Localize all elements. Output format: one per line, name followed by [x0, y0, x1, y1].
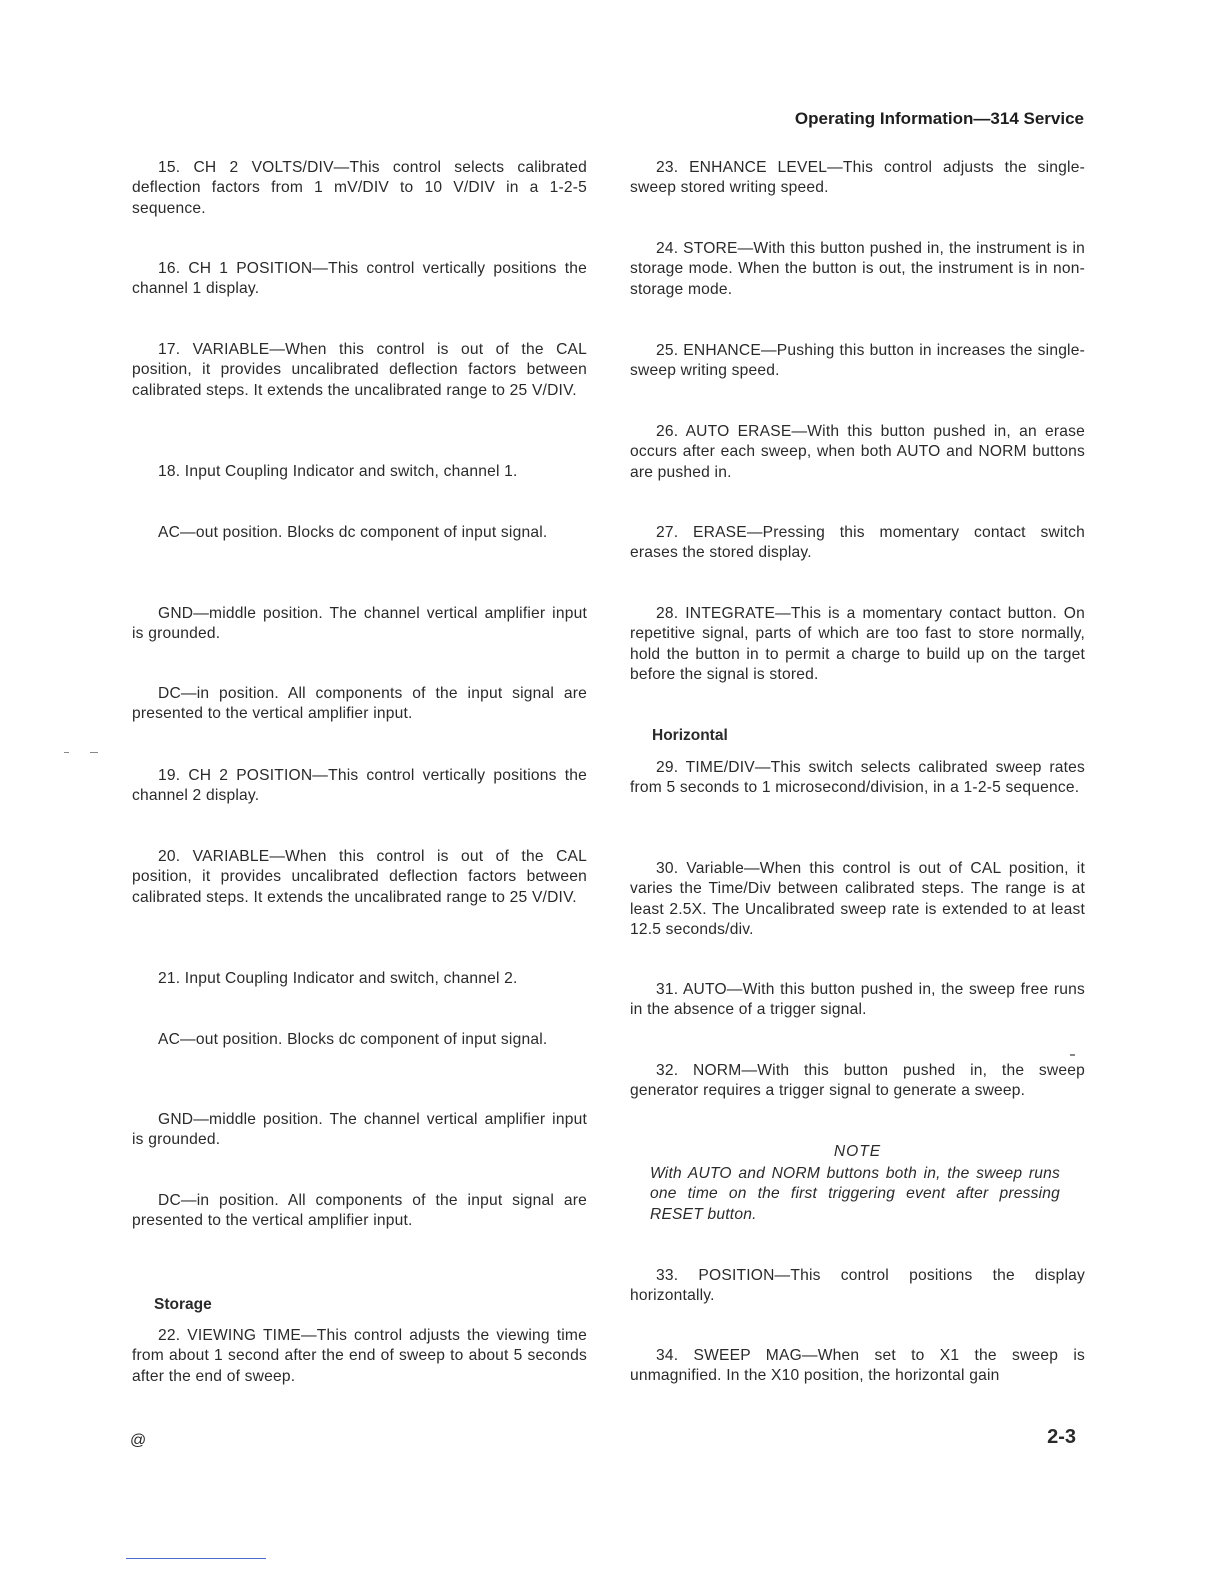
paragraph-16: 16. CH 1 POSITION—This control vertically positions the channel 1 display. — [132, 260, 587, 298]
scan-speck — [1070, 1054, 1075, 1056]
paragraph-18-gnd: GND—middle position. The channel vertical amplifier input is grounded. — [132, 605, 587, 643]
paragraph-18-dc: DC—in position. All components of the input signal are presented to the vertical amplifier input. — [132, 685, 587, 723]
paragraph-24: 24. STORE—With this button pushed in, the instrument is in storage mode. When the button is out, the instrument is in non-storage mode. — [630, 240, 1085, 298]
scan-speck — [90, 752, 98, 753]
paragraph-15: 15. CH 2 VOLTS/DIV—This control selects calibrated deflection factors from 1 mV/DIV to 10 V/DIV in a 1-2-5 sequence. — [132, 159, 587, 217]
paragraph-21-ac: AC—out position. Blocks dc component of input signal. — [158, 1031, 548, 1048]
storage-heading: Storage — [154, 1296, 212, 1313]
horizontal-heading: Horizontal — [652, 727, 728, 744]
paragraph-29: 29. TIME/DIV—This switch selects calibrated sweep rates from 5 seconds to 1 microsecond/division, in a 1-2-5 sequence. — [630, 759, 1085, 797]
paragraph-22: 22. VIEWING TIME—This control adjusts the viewing time from about 1 second after the end of sweep to about 5 seconds after the end of sweep. — [132, 1327, 587, 1385]
paragraph-30: 30. Variable—When this control is out of CAL position, it varies the Time/Div between calibrated steps. The range is at least 2.5X. The Uncalibrated sweep rate is extended to at least 12.5 seconds/div. — [630, 860, 1085, 939]
paragraph-31: 31. AUTO—With this button pushed in, the sweep free runs in the absence of a trigger signal. — [630, 981, 1085, 1019]
paragraph-27: 27. ERASE—Pressing this momentary contact switch erases the stored display. — [630, 524, 1085, 562]
bottom-rule — [126, 1558, 266, 1559]
paragraph-34: 34. SWEEP MAG—When set to X1 the sweep is unmagnified. In the X10 position, the horizontal gain — [630, 1347, 1085, 1385]
paragraph-18: 18. Input Coupling Indicator and switch, channel 1. — [158, 463, 518, 480]
paragraph-25: 25. ENHANCE—Pushing this button in increases the single-sweep writing speed. — [630, 342, 1085, 380]
paragraph-23: 23. ENHANCE LEVEL—This control adjusts the single-sweep stored writing speed. — [630, 159, 1085, 197]
paragraph-19: 19. CH 2 POSITION—This control vertically positions the channel 2 display. — [132, 767, 587, 805]
paragraph-32: 32. NORM—With this button pushed in, the sweep generator requires a trigger signal to generate a sweep. — [630, 1062, 1085, 1100]
paragraph-28: 28. INTEGRATE—This is a momentary contact button. On repetitive signal, parts of which are too fast to store normally, hold the button in to permit a charge to build up on the target before the signal is stored. — [630, 605, 1085, 684]
paragraph-21-gnd: GND—middle position. The channel vertical amplifier input is grounded. — [132, 1111, 587, 1149]
paragraph-17: 17. VARIABLE—When this control is out of the CAL position, it provides uncalibrated deflection factors between calibrated steps. It extends the uncalibrated range to 25 V/DIV. — [132, 341, 587, 399]
paragraph-20: 20. VARIABLE—When this control is out of the CAL position, it provides uncalibrated deflection factors between calibrated steps. It extends the uncalibrated range to 25 V/DIV. — [132, 848, 587, 906]
paragraph-21: 21. Input Coupling Indicator and switch, channel 2. — [158, 970, 518, 987]
paragraph-21-dc: DC—in position. All components of the input signal are presented to the vertical amplifier input. — [132, 1192, 587, 1230]
paragraph-26: 26. AUTO ERASE—With this button pushed in, an erase occurs after each sweep, when both AUTO and NORM buttons are pushed in. — [630, 423, 1085, 481]
paragraph-33: 33. POSITION—This control positions the display horizontally. — [630, 1267, 1085, 1305]
note-body: With AUTO and NORM buttons both in, the sweep runs one time on the first triggering event after pressing RESET button. — [650, 1165, 1060, 1223]
paragraph-18-ac: AC—out position. Blocks dc component of input signal. — [158, 524, 548, 541]
page-number: 2-3 — [1047, 1426, 1076, 1448]
footer-mark: @ — [130, 1432, 147, 1449]
note-title: NOTE — [833, 1143, 882, 1160]
running-header: Operating Information—314 Service — [794, 109, 1084, 128]
scan-speck — [64, 752, 69, 753]
